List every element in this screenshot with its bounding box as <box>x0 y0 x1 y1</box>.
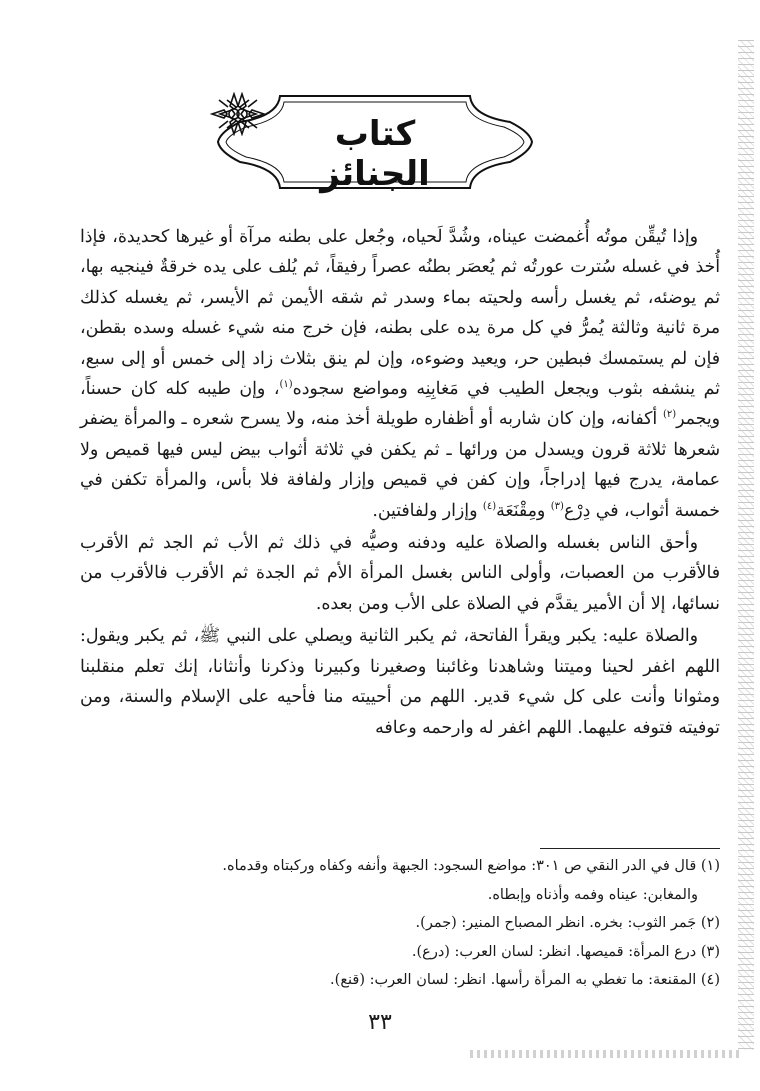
text-line: أكفانه، وإن كان شاربه <box>498 409 663 430</box>
paragraph-prayer: والصلاة عليه: يكبر ويقرأ الفاتحة، ثم يكبر الثانية ويصلي على النبي ﷺ، ثم يكبر ويقول: اللهم اغفر لحينا وميتنا وشاهدنا وغائبنا وصغيرنا وكبيرنا وذكرنا وأنثانا، إنك تعلم منقلبنا ومثوانا وأنت على كل شيء قدير. اللهم من أحييته منا فأحيه على الإسلام والسنة، ومن توفيته فتوفه عليهما. اللهم اغفر له وارحمه وعافه <box>80 626 720 738</box>
footnote-2: (٢) جَمر الثوب: بخره. انظر المصباح المنير: (جمر). <box>415 915 720 931</box>
page-bottom-decoration <box>470 1050 740 1058</box>
paragraph-guardians: وأحق الناس بغسله والصلاة عليه ودفنه وصيُّه في ذلك ثم الأب ثم الجد ثم الأقرب فالأقرب من العصبات، وأولى الناس بغسل المرأة الأم ثم الجدة ثم الأقرب فالأقرب من نسائها، إلا أن الأمير يقدَّم في الصلاة على الأب ومن بعده. <box>80 533 720 614</box>
page-number: ٣٣ <box>368 1010 392 1035</box>
footnote-3: (٣) درع المرأة: قميصها. انظر: لسان العرب: (درع). <box>411 943 720 960</box>
text-line: منه شيء غسله وسده بقطن، فإن لم يستمسك فبطين حر، ويعيد وضوءه، وإن لم <box>80 318 720 369</box>
text-line: وإزار ولفافتين. <box>372 500 483 521</box>
text-line: يدرج فيها إدراجاً، وإن كفن في قميص وإزار ولفافة فلا بأس، والمرأة تكفن في <box>80 470 671 491</box>
text-line: يده خرقةٌ فينجيه بها، ثم يوضئه، ثم يغسل رأسه ولحيته بماء وسدر ثم شقه الأيمن <box>80 257 720 308</box>
main-text <box>80 222 720 743</box>
text-line: خمسة أثواب، في دِرْع <box>563 500 720 521</box>
chapter-title-frame <box>210 92 540 192</box>
text-line: ويسدل من ورائها ـ ثم يكفن في ثلاثة أثواب بيض ليس فيها قميص ولا عمامة، <box>80 439 720 491</box>
text-line: ومِقْنَعَة <box>496 500 551 521</box>
footnote-ref-1[interactable]: (١) <box>279 379 293 391</box>
floral-ornament-icon <box>210 92 258 136</box>
footnote-1-continuation: والمغابن: عيناه وفمه وأذناه وإبطاه. <box>487 886 698 903</box>
page-edge-decoration <box>738 40 754 1050</box>
text-line: كحديدة، فإذا أُخذ في غسله سُترت عورتُه ثم يُعصَر بطنُه عصراً رفيقاً، ثم يُلف على <box>80 227 720 278</box>
footnote-ref-3[interactable]: (٣) <box>550 500 564 512</box>
footnote-1: (١) قال في الدر النقي ص ٣٠١: مواضع السجود: الجبهة وأنفه وكفاه وركبتاه وقدماه. <box>222 858 720 874</box>
text-line: ومواضع سجوده <box>292 379 417 400</box>
footnote-separator <box>540 848 720 849</box>
text-line: ينق بثلاث زاد إلى خمس أو إلى سبع، ثم ينشفه بثوب ويجعل الطيب في مَغابِنِه <box>80 348 720 400</box>
text-line: ، وإن طيبه كله كان حسناً، ويجمر <box>80 379 720 430</box>
chapter-title: كتاب الجنائز <box>320 114 430 194</box>
footnotes <box>80 852 720 995</box>
text-line: أو أظفاره طويلة أخذ منه، ولا يسرح شعره ـ والمرأة يضفر شعرها ثلاثة قرون <box>80 409 720 460</box>
text-line: ثم الأيسر، ثم يغسله كذلك مرة ثانية وثالثة يُمرُّ في كل مرة يده على بطنه، فإن خرج <box>80 287 721 339</box>
footnote-ref-2[interactable]: (٢) <box>662 409 677 421</box>
text-line: وإذا تُيقِّن موتُه أُغمضت عيناه، وشُدَّ لَحياه، وجُعل على بطنه مرآة أو غيرها <box>175 227 698 247</box>
footnote-4: (٤) المقنعة: ما تغطي به المرأة رأسها. انظر: لسان العرب: (قنع). <box>330 972 720 988</box>
footnote-ref-4[interactable]: (٤) <box>482 500 497 512</box>
paragraph-washing <box>80 222 720 526</box>
